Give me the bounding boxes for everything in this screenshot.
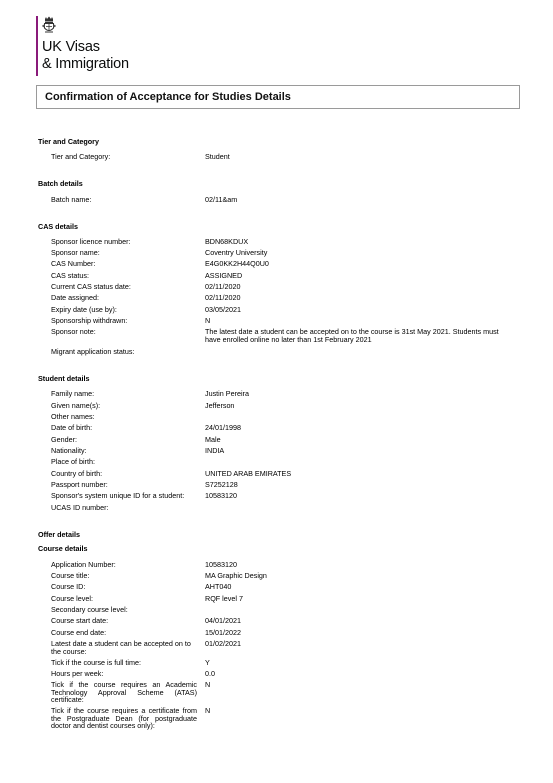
field-label: Tier and Category: — [51, 152, 111, 161]
section-heading-offer: Offer details — [38, 530, 80, 539]
logo-text-line1: UK Visas — [42, 39, 100, 55]
field-value: 10583120 — [205, 560, 237, 569]
field-value: UNITED ARAB EMIRATES — [205, 469, 292, 478]
field-label: Other names: — [51, 412, 95, 421]
field-label: Course ID: — [51, 582, 86, 591]
field-value: 02/11/2020 — [205, 282, 241, 291]
field-label: Given name(s): — [51, 401, 101, 410]
field-label: CAS status: — [51, 271, 89, 280]
field-value: Student — [205, 152, 230, 161]
field-label: Country of birth: — [51, 469, 103, 478]
section-heading-course: Course details — [38, 544, 88, 553]
field-label: Sponsor name: — [51, 248, 100, 257]
field-label: Date assigned: — [51, 293, 99, 302]
field-value: S7252128 — [205, 480, 238, 489]
field-value: 24/01/1998 — [205, 423, 241, 432]
field-value: 03/05/2021 — [205, 305, 241, 314]
field-label: Course title: — [51, 571, 90, 580]
field-value: N — [205, 316, 211, 325]
field-value: AHT040 — [205, 582, 232, 591]
field-value: 02/11&am — [205, 195, 238, 204]
field-value: BDN68KDUX — [205, 237, 249, 246]
field-label: Application Number: — [51, 560, 116, 569]
field-value: Justin Pereira — [205, 389, 249, 398]
field-label: Passport number: — [51, 480, 108, 489]
field-label: Sponsor licence number: — [51, 237, 131, 246]
field-label: Tick if the course is full time: — [51, 658, 142, 667]
field-label: Tick if the course requires an Academic Technology Approval Scheme (ATAS) certificate: — [51, 680, 197, 704]
field-label: Place of birth: — [51, 457, 95, 466]
field-value: N — [205, 680, 211, 689]
field-label: Tick if the course requires a certificate from the Postgraduate Dean (for postgraduate doctor and dentist courses only): — [51, 706, 197, 730]
field-value: RQF level 7 — [205, 594, 243, 603]
field-value: Jefferson — [205, 401, 235, 410]
field-label: Nationality: — [51, 446, 87, 455]
document-title: Confirmation of Acceptance for Studies Details — [45, 91, 291, 103]
field-label: Sponsorship withdrawn: — [51, 316, 128, 325]
ukvi-logo — [36, 14, 156, 76]
field-value: E4G0KK2H44Q0U0 — [205, 259, 269, 268]
logo-text-line2: & Immigration — [42, 56, 129, 72]
field-value: Male — [205, 435, 221, 444]
field-value: 04/01/2021 — [205, 616, 241, 625]
field-value: ASSIGNED — [205, 271, 243, 280]
field-value: Y — [205, 658, 210, 667]
field-label: Migrant application status: — [51, 347, 135, 356]
field-value: 10583120 — [205, 491, 237, 500]
field-label: UCAS ID number: — [51, 503, 109, 512]
field-label: Batch name: — [51, 195, 92, 204]
field-label: Current CAS status date: — [51, 282, 131, 291]
section-heading-batch: Batch details — [38, 179, 83, 188]
field-label: Course end date: — [51, 628, 107, 637]
field-value: Coventry University — [205, 248, 268, 257]
field-label: Course level: — [51, 594, 93, 603]
section-heading-tier: Tier and Category — [38, 137, 99, 146]
field-label: Family name: — [51, 389, 95, 398]
royal-crest-icon — [42, 16, 56, 34]
field-value: MA Graphic Design — [205, 571, 267, 580]
field-label: Secondary course level: — [51, 605, 128, 614]
field-value: INDIA — [205, 446, 225, 455]
field-label: Hours per week: — [51, 669, 104, 678]
field-label: Sponsor note: — [51, 327, 96, 336]
logo-accent-bar — [36, 16, 38, 76]
field-label: Sponsor's system unique ID for a student: — [51, 491, 185, 500]
field-label: Gender: — [51, 435, 77, 444]
section-heading-cas: CAS details — [38, 222, 78, 231]
field-label: Date of birth: — [51, 423, 93, 432]
document-title-box — [36, 85, 520, 109]
field-value: 01/02/2021 — [205, 639, 241, 648]
sponsor-note-value: The latest date a student can be accepted on to the course is 31st May 2021. Students must have enrolled online no later than 1st February 2021 — [205, 327, 499, 344]
field-value: 0.0 — [205, 669, 215, 678]
field-label: Expiry date (use by): — [51, 305, 117, 314]
field-label: Course start date: — [51, 616, 109, 625]
field-value: 15/01/2022 — [205, 628, 241, 637]
field-value: 02/11/2020 — [205, 293, 241, 302]
field-value: N — [205, 706, 211, 715]
field-label: CAS Number: — [51, 259, 96, 268]
field-label: Latest date a student can be accepted on to the course: — [51, 639, 191, 656]
section-heading-student: Student details — [38, 374, 90, 383]
